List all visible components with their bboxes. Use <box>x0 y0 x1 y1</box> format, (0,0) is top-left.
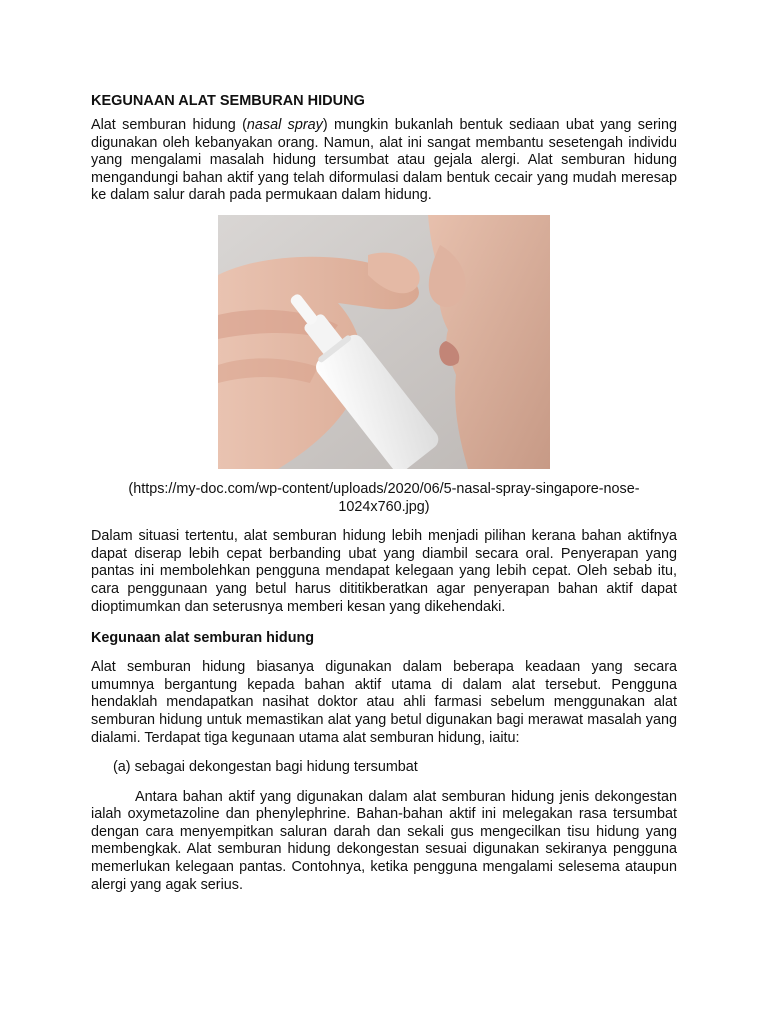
intro-text-pre: Alat semburan hidung ( <box>91 117 247 133</box>
paragraph-4: Antara bahan aktif yang digunakan dalam alat semburan hidung jenis dekongestan ialah oxymetazoline dan phenylephrine. Bahan-bahan aktif ini melegakan rasa tersumbat dengan cara menyempitkan saluran darah dan sekali gus mengecilkan tisu hidung yang membengkak. Alat semburan hidung dekongestan sesuai digunakan sekiranya pengguna memerlukan kelegaan pantas. Contohnya, ketika pengguna mengalami selesema ataupun alergi yang agak serius. <box>91 788 677 893</box>
intro-text-post: ) mungkin bukanlah bentuk sediaan ubat yang sering digunakan oleh kebanyakan orang. Namun, alat ini sangat membantu sesetengah individu yang mengalami masalah hidung tersumbat atau gejala alergi. Alat semburan hidung mengandungi bahan aktif yang telah diformulasi dalam bentuk cecair yang mudah meresap ke dalam salur darah pada permukaan dalam hidung. <box>91 117 677 204</box>
document-title: KEGUNAAN ALAT SEMBURAN HIDUNG <box>91 93 365 109</box>
image-caption: (https://my-doc.com/wp-content/uploads/2020/06/5-nasal-spray-singapore-nose-1024x760.jpg) <box>128 480 640 515</box>
list-item-a: (a) sebagai dekongestan bagi hidung tersumbat <box>113 759 418 776</box>
intro-paragraph <box>91 117 677 205</box>
intro-text-italic: nasal spray <box>246 117 323 133</box>
paragraph-3: Alat semburan hidung biasanya digunakan dalam beberapa keadaan yang secara umumnya bergantung kepada bahan aktif utama di dalam alat tersebut. Pengguna hendaklah mendapatkan nasihat doktor atau ahli farmasi sebelum menggunakan alat semburan hidung untuk memastikan alat yang betul digunakan bagi merawat masalah yang dialami. Terdapat tiga kegunaan utama alat semburan hidung, iaitu: <box>91 659 677 746</box>
section-subheading: Kegunaan alat semburan hidung <box>91 630 315 647</box>
paragraph-2: Dalam situasi tertentu, alat semburan hidung lebih menjadi pilihan kerana bahan aktifnya dapat diserap lebih cepat berbanding ubat yang diambil secara oral. Penyerapan yang pantas ini membolehkan pengguna mendapat kelegaan yang lebih cepat. Oleh sebab itu, cara penggunaan yang betul harus dititikberatkan agar penyerapan bahan aktif dapat dioptimumkan dan seterusnya memberi kesan yang dikehendaki. <box>91 528 677 615</box>
nasal-spray-photo <box>218 215 550 469</box>
